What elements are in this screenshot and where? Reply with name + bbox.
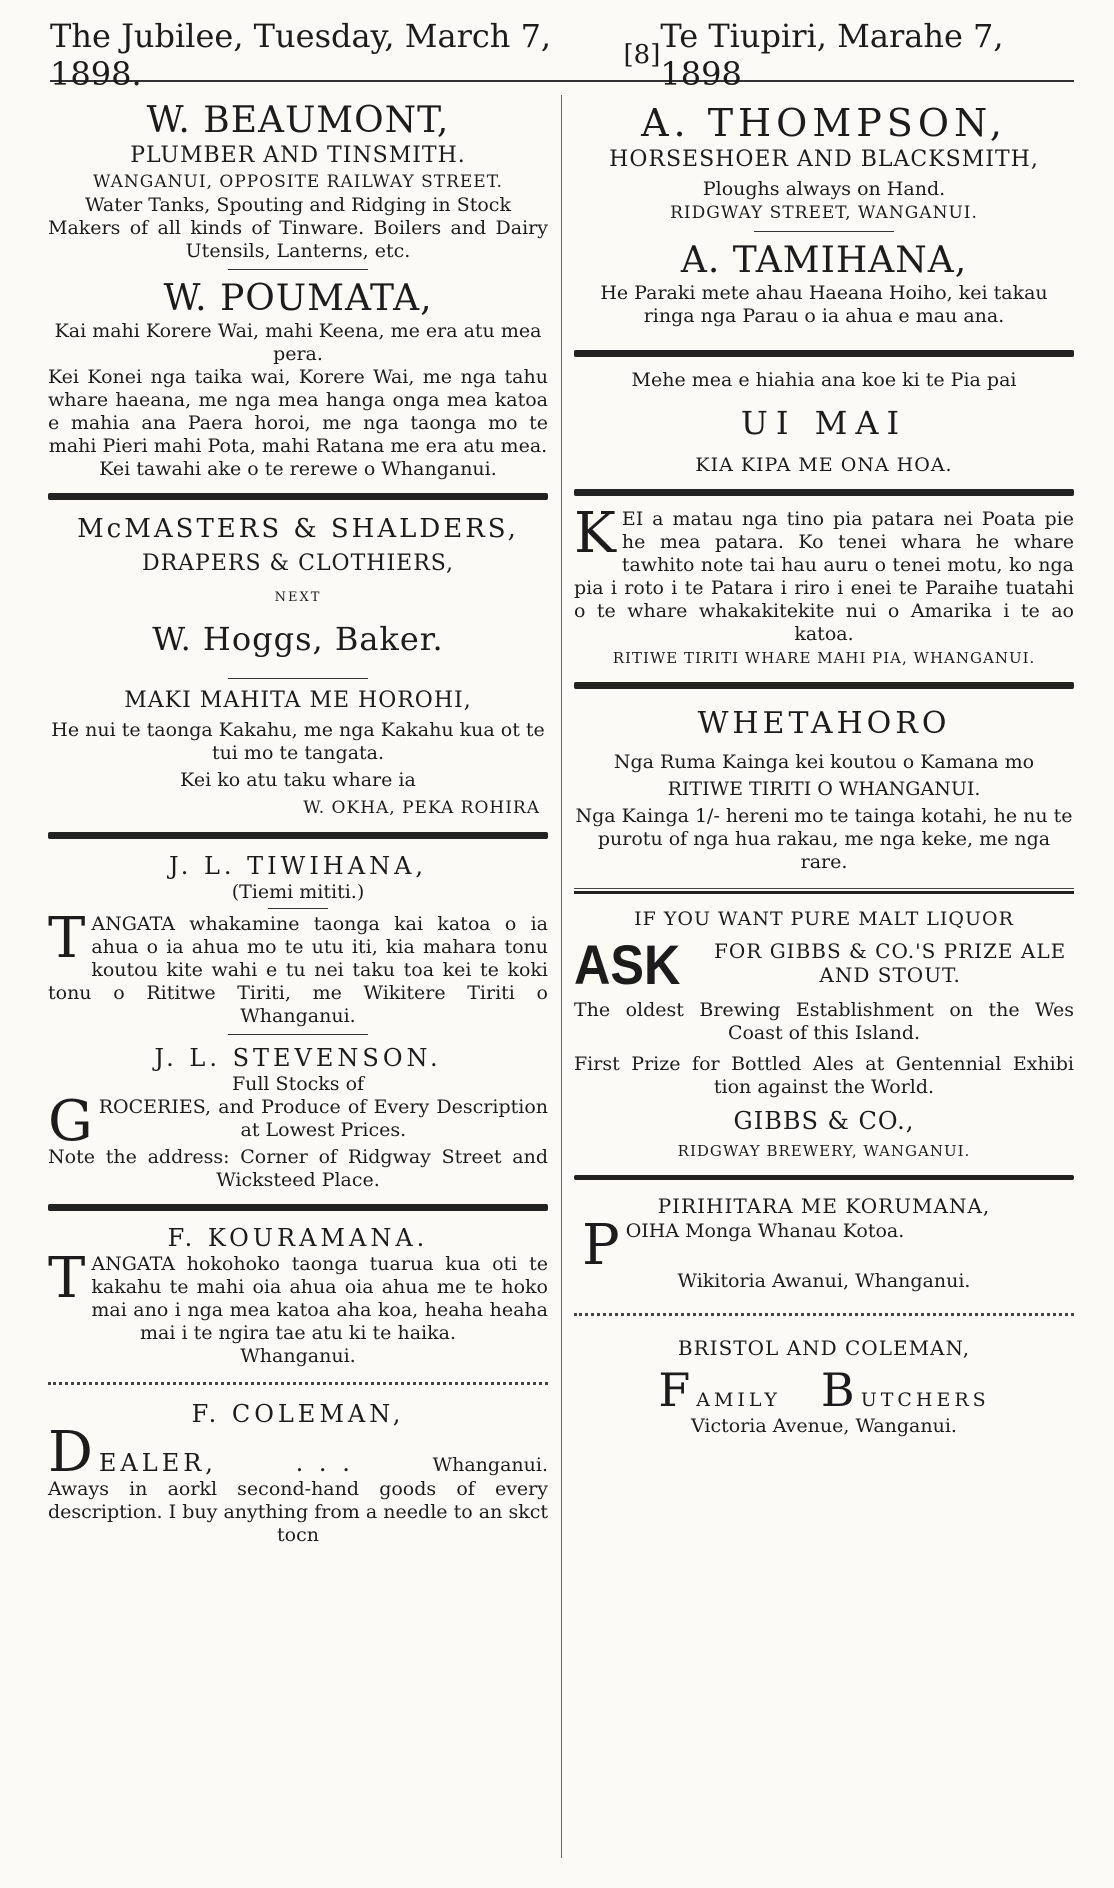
left-column xyxy=(48,100,548,1547)
short-rule xyxy=(228,269,368,270)
ad-subtitle: W. Hoggs, Baker. xyxy=(152,620,444,658)
short-rule xyxy=(228,1034,368,1035)
ad-text: Aways in aorkl second-hand goods of every description. I buy anything from a needle to an skct tocn xyxy=(48,1478,548,1546)
ad-title: McMASTERS & SHALDERS, xyxy=(77,514,519,544)
ad-text: FOR GIBBS & CO.'S PRIZE ALE AND STOUT. xyxy=(714,939,1067,987)
ad-text: . . . xyxy=(295,1449,354,1477)
dotted-rule xyxy=(574,1313,1074,1316)
ad-address: Wikitoria Awanui, Whanganui. xyxy=(677,1270,971,1292)
ad-stevenson xyxy=(48,1043,548,1192)
ad-text: He nui te taonga Kakahu, me nga Kakahu kua ot te tui mo te tangata. xyxy=(51,719,545,764)
ad-headline: IF YOU WANT PURE MALT LIQUOR xyxy=(634,908,1014,930)
ad-text: Nga Kainga 1/- hereni mo te tainga kotahi, he nu te purotu of nga hua rakau, me nga keke, me nga rare. xyxy=(575,805,1073,873)
ad-text: Full Stocks of xyxy=(231,1073,365,1095)
page-number: [8] xyxy=(623,40,661,70)
ad-title: F. COLEMAN, xyxy=(191,1400,405,1428)
ad-text: Whanganui. xyxy=(432,1454,548,1476)
ad-kouramana xyxy=(48,1223,548,1368)
ad-subtitle: (Tiemi mititi.) xyxy=(231,881,365,903)
ask-title: ASK xyxy=(574,933,681,996)
ad-signature: W. OKHA, PEKA ROHIRA xyxy=(303,798,540,818)
ad-pirihitara xyxy=(574,1192,1074,1293)
ad-gibbs xyxy=(574,908,1074,1163)
ad-tamihana xyxy=(574,240,1074,328)
ad-trade: HORSESHOER AND BLACKSMITH, xyxy=(609,147,1039,172)
ad-title: A. TAMIHANA, xyxy=(680,240,968,281)
right-column xyxy=(574,100,1074,1438)
ad-maki xyxy=(48,687,548,820)
ad-trade: DRAPERS & CLOTHIERS, xyxy=(141,551,455,576)
heavy-rule xyxy=(574,350,1074,357)
heavy-rule xyxy=(48,832,548,839)
ad-text: Kei Konei nga taika wai, Korere Wai, me nga tahu whare haeana, me nga mea hanga onga mea katoa e mahia ana Paera horoi, me nga taonga mo te mahi Pieri mahi Pota, mahi Ratana me era atu mea. xyxy=(48,366,548,457)
ad-title: UI MAI xyxy=(740,404,908,442)
drop-cap: T xyxy=(48,1246,86,1311)
ad-thompson xyxy=(574,100,1074,225)
ad-text: EALER, xyxy=(98,1449,217,1477)
ad-text: Mehe mea e hiahia ana koe ki te Pia pai xyxy=(631,369,1017,391)
ad-title: J. L. STEVENSON. xyxy=(154,1044,442,1072)
ad-text: Note the address: Corner of Ridgway Street and Wicksteed Place. xyxy=(48,1146,548,1191)
column-divider xyxy=(561,95,562,1858)
header-right: Te Tiupiri, Marahe 7, 1898 xyxy=(660,17,1004,93)
ad-text: Water Tanks, Spouting and Ridging in Stock xyxy=(85,194,511,216)
ad-text: Makers of all kinds of Tinware. Boilers and Dairy Utensils, Lanterns, etc. xyxy=(48,217,548,262)
ad-title: F. KOURAMANA. xyxy=(167,1224,429,1252)
ad-text: ANGATA whakamine taonga kai katoa o ia ahua o ia ahua mo te utu iti, kia mahara tonu koutou kite wahi e tu nei taku toa kei te koki tonu o Rititwe Tiriti, me Wikitere Tiriti o Whanganui. xyxy=(48,913,548,1027)
ad-signature: RITIWE TIRITI WHARE MAHI PIA, WHANGANUI. xyxy=(612,649,1036,667)
ad-text: ANGATA hokohoko taonga tuarua kua oti te kakahu te mahi oia ahua oia ahua me te hoko mai ano i nga mea katoa aha koa, heaha heaha mai i te ngira tae atu ki te haika. xyxy=(91,1253,548,1344)
ad-title: MAKI MAHITA ME HOROHI, xyxy=(124,688,472,713)
dotted-rule xyxy=(48,1382,548,1385)
ad-tiwihana xyxy=(48,851,548,1028)
heavy-rule xyxy=(48,1204,548,1211)
page-header xyxy=(50,17,1074,93)
heavy-rule xyxy=(574,1175,1074,1180)
ad-title: W. POUMATA, xyxy=(163,278,433,319)
ad-subtitle: RITIWE TIRITI O WHANGANUI. xyxy=(667,778,981,800)
short-rule xyxy=(268,908,328,909)
ad-text: Whanganui. xyxy=(240,1345,356,1367)
drop-cap: T xyxy=(48,906,86,971)
ad-address: Victoria Avenue, Wanganui. xyxy=(691,1415,957,1437)
ad-uimai xyxy=(574,369,1074,477)
ad-pia xyxy=(574,501,1074,670)
ad-text: Nga Ruma Kainga kei koutou o Kamana mo xyxy=(613,751,1035,773)
header-left: The Jubilee, Tuesday, March 7, 1898. xyxy=(50,17,552,93)
ad-coleman xyxy=(48,1399,548,1547)
heavy-rule xyxy=(574,682,1074,689)
drop-cap: K xyxy=(574,501,616,566)
ad-text: First Prize for Bottled Ales at Gentennial Exhibi tion against the World. xyxy=(574,1053,1074,1098)
ad-text: ROCERIES, and Produce of Every Description at Lowest Prices. xyxy=(98,1096,548,1141)
ad-text: AMILY xyxy=(696,1389,781,1411)
ad-beaumont xyxy=(48,100,548,263)
heavy-rule xyxy=(574,489,1074,496)
ad-poumata xyxy=(48,278,548,481)
ad-mcmasters xyxy=(48,512,548,660)
ad-text: EI a matau nga tino pia patara nei Poata pie he mea patara. Ko tenei whara he whare tawhito note tai hau auru o tenei motu, ko nga pia i roto i te Patara i riro i enei te Paraihe tuatahi o te whare whakakitekite nui o Amarika i te ao katoa. xyxy=(574,508,1074,645)
ad-title: J. L. TIWIHANA, xyxy=(168,852,428,880)
ad-text: NEXT xyxy=(274,590,322,605)
ad-text: OIHA Monga Whanau Kotoa. xyxy=(625,1220,905,1242)
ad-trade: PLUMBER AND TINSMITH. xyxy=(130,143,466,168)
drop-cap: B xyxy=(820,1363,855,1417)
drop-cap: P xyxy=(582,1213,620,1278)
ad-title: BRISTOL AND COLEMAN, xyxy=(677,1336,971,1360)
ad-address: RIDGWAY BREWERY, WANGANUI. xyxy=(677,1142,971,1160)
double-rule xyxy=(574,888,1074,894)
drop-cap: G xyxy=(48,1089,93,1154)
ad-title: W. BEAUMONT, xyxy=(146,100,450,141)
heavy-rule xyxy=(48,493,548,500)
ad-title: WHETAHORO xyxy=(697,706,951,741)
ad-address: WANGANUI, OPPOSITE RAILWAY STREET. xyxy=(93,172,503,192)
ad-text: Kei tawahi ake o te rerewe o Whanganui. xyxy=(99,458,497,480)
drop-cap: F xyxy=(658,1363,691,1417)
ad-text: Ploughs always on Hand. xyxy=(702,178,946,200)
ad-address: RIDGWAY STREET, WANGANUI. xyxy=(670,203,978,223)
ad-bristol xyxy=(574,1334,1074,1438)
ad-title: A. THOMPSON, xyxy=(641,101,1007,145)
ad-text: The oldest Brewing Establishment on the Wes Coast of this Island. xyxy=(574,999,1074,1044)
ad-title: GIBBS & CO., xyxy=(733,1107,915,1135)
ad-title: PIRIHITARA ME KORUMANA, xyxy=(657,1194,991,1218)
ad-text: UTCHERS xyxy=(860,1389,990,1411)
ad-text: He Paraki mete ahau Haeana Hoiho, kei takau ringa nga Parau o ia ahua e mau ana. xyxy=(600,282,1048,327)
ad-whetahoro xyxy=(574,701,1074,874)
ad-subtitle: KIA KIPA ME ONA HOA. xyxy=(695,454,953,476)
ad-text: Kai mahi Korere Wai, mahi Keena, me era atu mea pera. xyxy=(54,320,542,365)
drop-cap: D xyxy=(48,1420,93,1485)
short-rule xyxy=(754,231,894,232)
short-rule xyxy=(228,678,368,679)
ad-text: Kei ko atu taku whare ia xyxy=(180,769,416,791)
